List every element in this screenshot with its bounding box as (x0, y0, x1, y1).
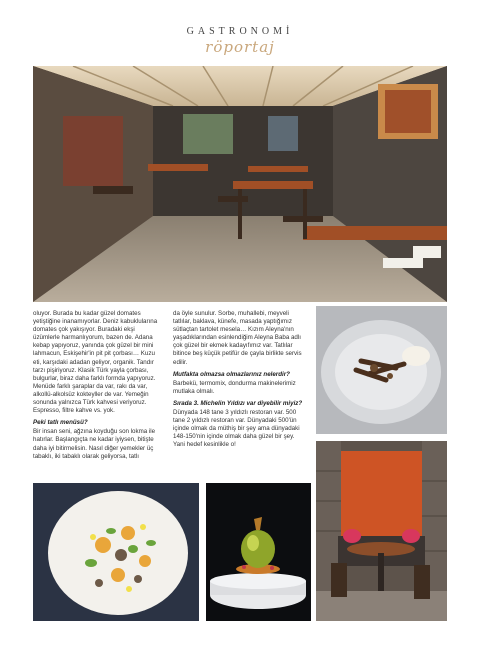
paragraph: oluyor. Burada bu kadar güzel domates yetiştiğine inanamıyorlar. Deniz kabuklularına domates çok yakışıyor. Buradaki ekşi üzümlerle harmanlıyorum, bazen de. Adana kebap yapıyoruz, yanında çok güzel bir mini lahmacun, Eskişehir'in pit pit çorbası… Kuzu eti, karşıdaki adadan geliyor, organik. Tandır tarzı pişiriyoruz. Klasik Türk yayla çorbası, bulgurlar, biraz daha farklı formda yapıyoruz. Menüde farklı şaraplar da var, rakı da var, alkollü-alkolsüz kokteyller de var. Yemeğin sonunda yalnızca Türk kahvesi veriyoruz. Espresso, filtre kahve vs. yok. (33, 310, 158, 415)
section-subtitle: röportaj (205, 38, 275, 56)
pastry-dessert-photo (206, 483, 311, 621)
question-heading: Peki tatlı menüsü? (33, 419, 88, 427)
dessert-plate-photo (316, 306, 447, 434)
question-heading: Sırada 3. Michelin Yıldızı var diyebilir miyiz? (173, 399, 303, 407)
paragraph: da öyle sunulur. Sorbe, muhallebi, meyveli tatlılar, baklava, künefe, masada yaptığımız sütlaçtan tartolet mesela… Kızım Aleyna'nın yaşadıklarından esinlendiğim Aleyna Baba adlı çok güzel bir ekmek kadayıfımız var. Tatlılar bitince beş küçük petifür de çayla birlikte servis edilir. (173, 310, 302, 366)
salad-plate-photo (33, 483, 199, 621)
paragraph: Bir insan seni, ağzına koyduğu son lokma ile hatırlar. Başlangıçta ne kadar iyiysen, bitişte daha iyi bitirmelisin. Nasıl diğer yemekler üç tabaklı, iki tabaklı olarak geliyorsa, tatlı (33, 428, 156, 460)
paragraph: Dünyada 148 tane 3 yıldızlı restoran var. 500 tane 2 yıldızlı restoran var. Dünyadaki 500'ün içinde olmak da müthiş bir şey ama dünyadaki 148-150'nin içinde olmak daha güzel bir şey. Yani hedef kesinlikle o! (173, 409, 300, 449)
article-column-left (33, 310, 163, 464)
article-column-middle (173, 310, 306, 453)
restaurant-interior-photo (33, 66, 447, 302)
section-title: GASTRONOMİ (186, 26, 294, 37)
paragraph: Barbekü, termomix, dondurma makinelerimiz mutlaka olmalı. (173, 379, 296, 395)
restaurant-booth-photo (316, 441, 447, 621)
question-heading: Mutfakta olmazsa olmazlarınız nelerdir? (173, 370, 290, 378)
